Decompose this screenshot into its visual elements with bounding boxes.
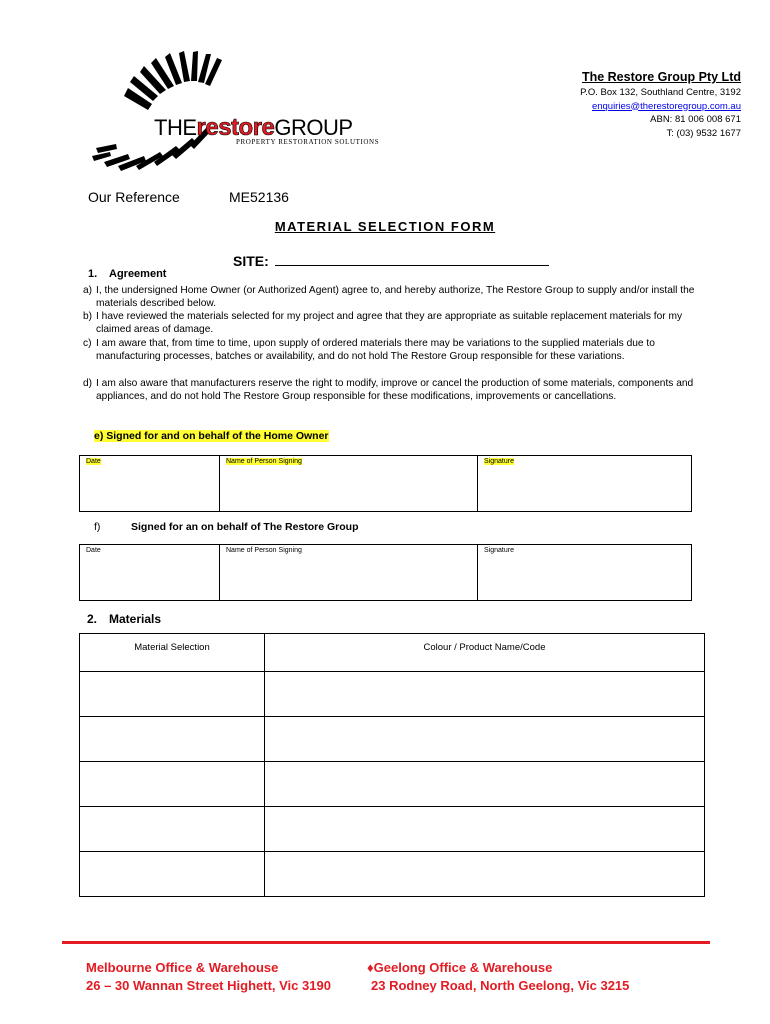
form-title (0, 219, 770, 234)
company-abn: ABN: 81 006 008 671 (650, 114, 741, 125)
logo-tagline: PROPERTY RESTORATION SOLUTIONS (236, 138, 380, 146)
restore-name-field[interactable] (220, 545, 478, 600)
table-row (80, 852, 705, 897)
owner-name-field[interactable] (220, 456, 478, 511)
logo-swoosh-icon (88, 48, 408, 176)
table-row (80, 717, 705, 762)
clause-letter: a) (83, 285, 93, 296)
clause-text: I, the undersigned Home Owner (or Authorized Agent) agree to, and hereby authorize, The Restore Group to supply and/or install the materials described below. (96, 285, 695, 310)
clause-letter: b) (83, 311, 93, 322)
restore-sign-letter: f) (94, 521, 101, 533)
owner-sign-box (79, 455, 692, 512)
restore-date-label: Date (86, 547, 101, 554)
colour-product-cell[interactable] (265, 852, 705, 897)
agreement-clause-a (83, 284, 695, 311)
geelong-office-title: ♦Geelong Office & Warehouse (367, 960, 553, 975)
restore-signature-label: Signature (484, 547, 514, 554)
clause-text: I am aware that, from time to time, upon supply of ordered materials there may be variations to the supplied materials due to manufacturing processes, batches or availability, and do not hold The Restore Group responsible for these variations. (96, 338, 655, 363)
materials-table (79, 633, 705, 897)
agreement-heading: Agreement (109, 268, 167, 280)
form-title-text: MATERIAL SELECTION FORM (274, 219, 496, 234)
owner-date-label: Date (86, 458, 101, 465)
material-selection-cell[interactable] (80, 672, 265, 717)
agreement-number: 1. (88, 268, 98, 280)
materials-heading: Materials (109, 612, 162, 626)
material-selection-cell[interactable] (80, 762, 265, 807)
table-row (80, 672, 705, 717)
owner-signature-field[interactable] (478, 456, 693, 511)
company-name: The Restore Group Pty Ltd (581, 70, 741, 84)
material-selection-cell[interactable] (80, 717, 265, 762)
geelong-office-address: 23 Rodney Road, North Geelong, Vic 3215 (371, 978, 630, 993)
colour-product-header: Colour / Product Name/Code (265, 634, 705, 672)
restore-sign-heading: Signed for an on behalf of The Restore Group (131, 521, 359, 533)
reference-label: Our Reference (88, 189, 180, 205)
owner-date-field[interactable] (80, 456, 220, 511)
restore-sign-box (79, 544, 692, 601)
site-blank-line[interactable] (275, 251, 549, 266)
company-logo (88, 48, 408, 176)
owner-name-label: Name of Person Signing (226, 458, 302, 465)
table-header-row (80, 634, 705, 672)
company-email-link[interactable]: enquiries@therestoregroup.com.au (591, 100, 741, 112)
site-field[interactable] (233, 251, 549, 269)
footer-divider (62, 941, 710, 944)
colour-product-cell[interactable] (265, 717, 705, 762)
material-selection-cell[interactable] (80, 852, 265, 897)
restore-date-field[interactable] (80, 545, 220, 600)
colour-product-cell[interactable] (265, 762, 705, 807)
site-label: SITE: (233, 253, 269, 269)
restore-signature-field[interactable] (478, 545, 693, 600)
company-phone: T: (03) 9532 1677 (666, 127, 741, 139)
logo-wordmark: THErestoreGROUP (154, 114, 353, 141)
reference-value: ME52136 (229, 189, 289, 205)
agreement-clause-c (83, 337, 695, 364)
clause-letter: c) (83, 338, 92, 349)
melbourne-office-address: 26 – 30 Wannan Street Highett, Vic 3190 (86, 978, 331, 993)
clause-letter: d) (83, 378, 93, 389)
material-selection-cell[interactable] (80, 807, 265, 852)
restore-name-label: Name of Person Signing (226, 547, 302, 554)
material-selection-header: Material Selection (80, 634, 265, 672)
clause-text: I am also aware that manufacturers reserve the right to modify, improve or cancel the production of some materials, components and appliances, and do not hold The Restore Group responsible for these modifications, improvements or cancellations. (96, 378, 694, 403)
clause-text: I have reviewed the materials selected for my project and agree that they are appropriate as suitable replacement materials for my claimed areas of damage. (96, 311, 683, 336)
owner-sign-heading (94, 430, 329, 442)
company-po-box: P.O. Box 132, Southland Centre, 3192 (580, 87, 741, 98)
melbourne-office-title: Melbourne Office & Warehouse (86, 960, 279, 975)
colour-product-cell[interactable] (265, 672, 705, 717)
owner-sign-heading-text: e) Signed for and on behalf of the Home Owner (94, 430, 329, 442)
table-row (80, 807, 705, 852)
colour-product-cell[interactable] (265, 807, 705, 852)
agreement-clause-d (83, 377, 695, 404)
owner-signature-label: Signature (484, 458, 514, 465)
agreement-clause-b (83, 310, 695, 337)
table-row (80, 762, 705, 807)
company-details (580, 68, 741, 140)
materials-number: 2. (87, 612, 98, 626)
